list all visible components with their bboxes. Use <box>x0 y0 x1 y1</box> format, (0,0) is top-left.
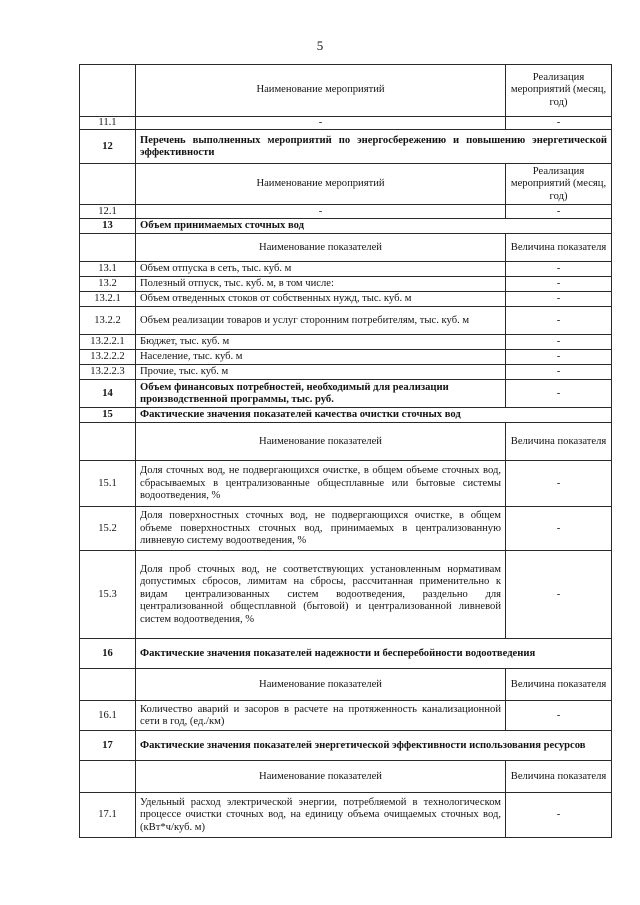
row-value: - <box>506 380 612 408</box>
table-row <box>80 423 612 461</box>
table-row <box>80 117 612 130</box>
column-header-indicators: Наименование показателей <box>136 423 506 461</box>
row-value: - <box>506 793 612 838</box>
column-header-value: Величина показателя <box>506 423 612 461</box>
table-row <box>80 205 612 219</box>
row-value: - <box>506 365 612 380</box>
row-value: - <box>506 701 612 731</box>
row-number: 16.1 <box>80 701 136 731</box>
row-value: - <box>506 205 612 219</box>
section-row <box>80 130 612 164</box>
table-row <box>80 669 612 701</box>
row-text: Население, тыс. куб. м <box>136 350 506 365</box>
row-number: 13.2.2.3 <box>80 365 136 380</box>
column-header-indicators: Наименование показателей <box>136 761 506 793</box>
row-number: 11.1 <box>80 117 136 130</box>
section-number: 12 <box>80 130 136 164</box>
row-text: Доля проб сточных вод, не соответствующих установленным нормативам допустимых сбросов, лимитам на сбросы, рассчитанная применительно к видам централизованных систем водоотведения, раздельно для централизованной общесплавной (бытовой) и централизованной ливневой систем водоотведения, % <box>136 551 506 639</box>
row-number: 17.1 <box>80 793 136 838</box>
row-value: - <box>506 335 612 350</box>
section-number: 16 <box>80 639 136 669</box>
column-header-value: Величина показателя <box>506 761 612 793</box>
table-row <box>80 461 612 507</box>
row-number: 13.1 <box>80 262 136 277</box>
row-value: - <box>506 350 612 365</box>
section-number: 17 <box>80 731 136 761</box>
row-number: 13.2.1 <box>80 292 136 307</box>
row-text: Объем отведенных стоков от собственных нужд, тыс. куб. м <box>136 292 506 307</box>
table-row <box>80 507 612 551</box>
row-text: Доля сточных вод, не подвергающихся очистке, в общем объеме сточных вод, сбрасываемых в централизованные общесплавные или бытовые системы водоотведения, % <box>136 461 506 507</box>
table-row <box>80 292 612 307</box>
empty-cell <box>80 65 136 117</box>
table-row <box>80 277 612 292</box>
section-number: 13 <box>80 219 136 234</box>
row-number: 13.2.2 <box>80 307 136 335</box>
empty-cell <box>80 164 136 205</box>
section-row <box>80 219 612 234</box>
section-number: 15 <box>80 408 136 423</box>
table-row <box>80 307 612 335</box>
column-header-indicators: Наименование показателей <box>136 669 506 701</box>
row-number: 15.2 <box>80 507 136 551</box>
empty-cell <box>80 234 136 262</box>
empty-cell <box>80 669 136 701</box>
table-row <box>80 262 612 277</box>
row-text: Полезный отпуск, тыс. куб. м, в том числе: <box>136 277 506 292</box>
row-number: 13.2.2.1 <box>80 335 136 350</box>
table-row <box>80 701 612 731</box>
row-text: Объем реализации товаров и услуг сторонним потребителям, тыс. куб. м <box>136 307 506 335</box>
section-title: Фактические значения показателей надежности и бесперебойности водоотведения <box>136 639 612 669</box>
row-text: Удельный расход электрической энергии, потребляемой в технологическом процессе очистки сточных вод, на единицу объема очищаемых сточных вод, (кВт*ч/куб. м) <box>136 793 506 838</box>
row-text: - <box>136 117 506 130</box>
section-title: Объем принимаемых сточных вод <box>136 219 612 234</box>
column-header-measures: Наименование мероприятий <box>136 164 506 205</box>
section-title: Объем финансовых потребностей, необходимый для реализации производственной программы, тыс. руб. <box>136 380 506 408</box>
table-row <box>80 365 612 380</box>
section-number: 14 <box>80 380 136 408</box>
program-table <box>79 64 612 838</box>
column-header-measures: Наименование мероприятий <box>136 65 506 117</box>
row-value: - <box>506 292 612 307</box>
column-header-value: Величина показателя <box>506 234 612 262</box>
column-header-implementation: Реализация мероприятий (месяц, год) <box>506 65 612 117</box>
row-text: Количество аварий и засоров в расчете на протяженность канализационной сети в год, (ед./км) <box>136 701 506 731</box>
empty-cell <box>80 761 136 793</box>
table-row <box>80 551 612 639</box>
table-row <box>80 335 612 350</box>
table-row <box>80 164 612 205</box>
row-text: Бюджет, тыс. куб. м <box>136 335 506 350</box>
table-row <box>80 65 612 117</box>
row-value: - <box>506 307 612 335</box>
row-value: - <box>506 117 612 130</box>
row-number: 15.1 <box>80 461 136 507</box>
table-row <box>80 350 612 365</box>
table-row <box>80 793 612 838</box>
column-header-value: Величина показателя <box>506 669 612 701</box>
row-number: 12.1 <box>80 205 136 219</box>
section-row <box>80 639 612 669</box>
column-header-indicators: Наименование показателей <box>136 234 506 262</box>
section-row <box>80 731 612 761</box>
row-text: - <box>136 205 506 219</box>
row-value: - <box>506 461 612 507</box>
section-title: Фактические значения показателей энергетической эффективности использования ресурсов <box>136 731 612 761</box>
table-row <box>80 234 612 262</box>
section-title: Перечень выполненных мероприятий по энергосбережению и повышению энергетической эффективности <box>136 130 612 164</box>
row-number: 13.2 <box>80 277 136 292</box>
section-row <box>80 408 612 423</box>
row-value: - <box>506 277 612 292</box>
column-header-implementation: Реализация мероприятий (месяц, год) <box>506 164 612 205</box>
row-text: Прочие, тыс. куб. м <box>136 365 506 380</box>
row-value: - <box>506 262 612 277</box>
row-text: Доля поверхностных сточных вод, не подвергающихся очистке, в общем объеме поверхностных сточных вод, принимаемых в централизованную ливневую систему водоотведения, % <box>136 507 506 551</box>
table-row <box>80 761 612 793</box>
row-text: Объем отпуска в сеть, тыс. куб. м <box>136 262 506 277</box>
section-row <box>80 380 612 408</box>
row-value: - <box>506 507 612 551</box>
row-number: 15.3 <box>80 551 136 639</box>
empty-cell <box>80 423 136 461</box>
row-number: 13.2.2.2 <box>80 350 136 365</box>
page-number: 5 <box>316 38 324 53</box>
row-value: - <box>506 551 612 639</box>
section-title: Фактические значения показателей качества очистки сточных вод <box>136 408 612 423</box>
